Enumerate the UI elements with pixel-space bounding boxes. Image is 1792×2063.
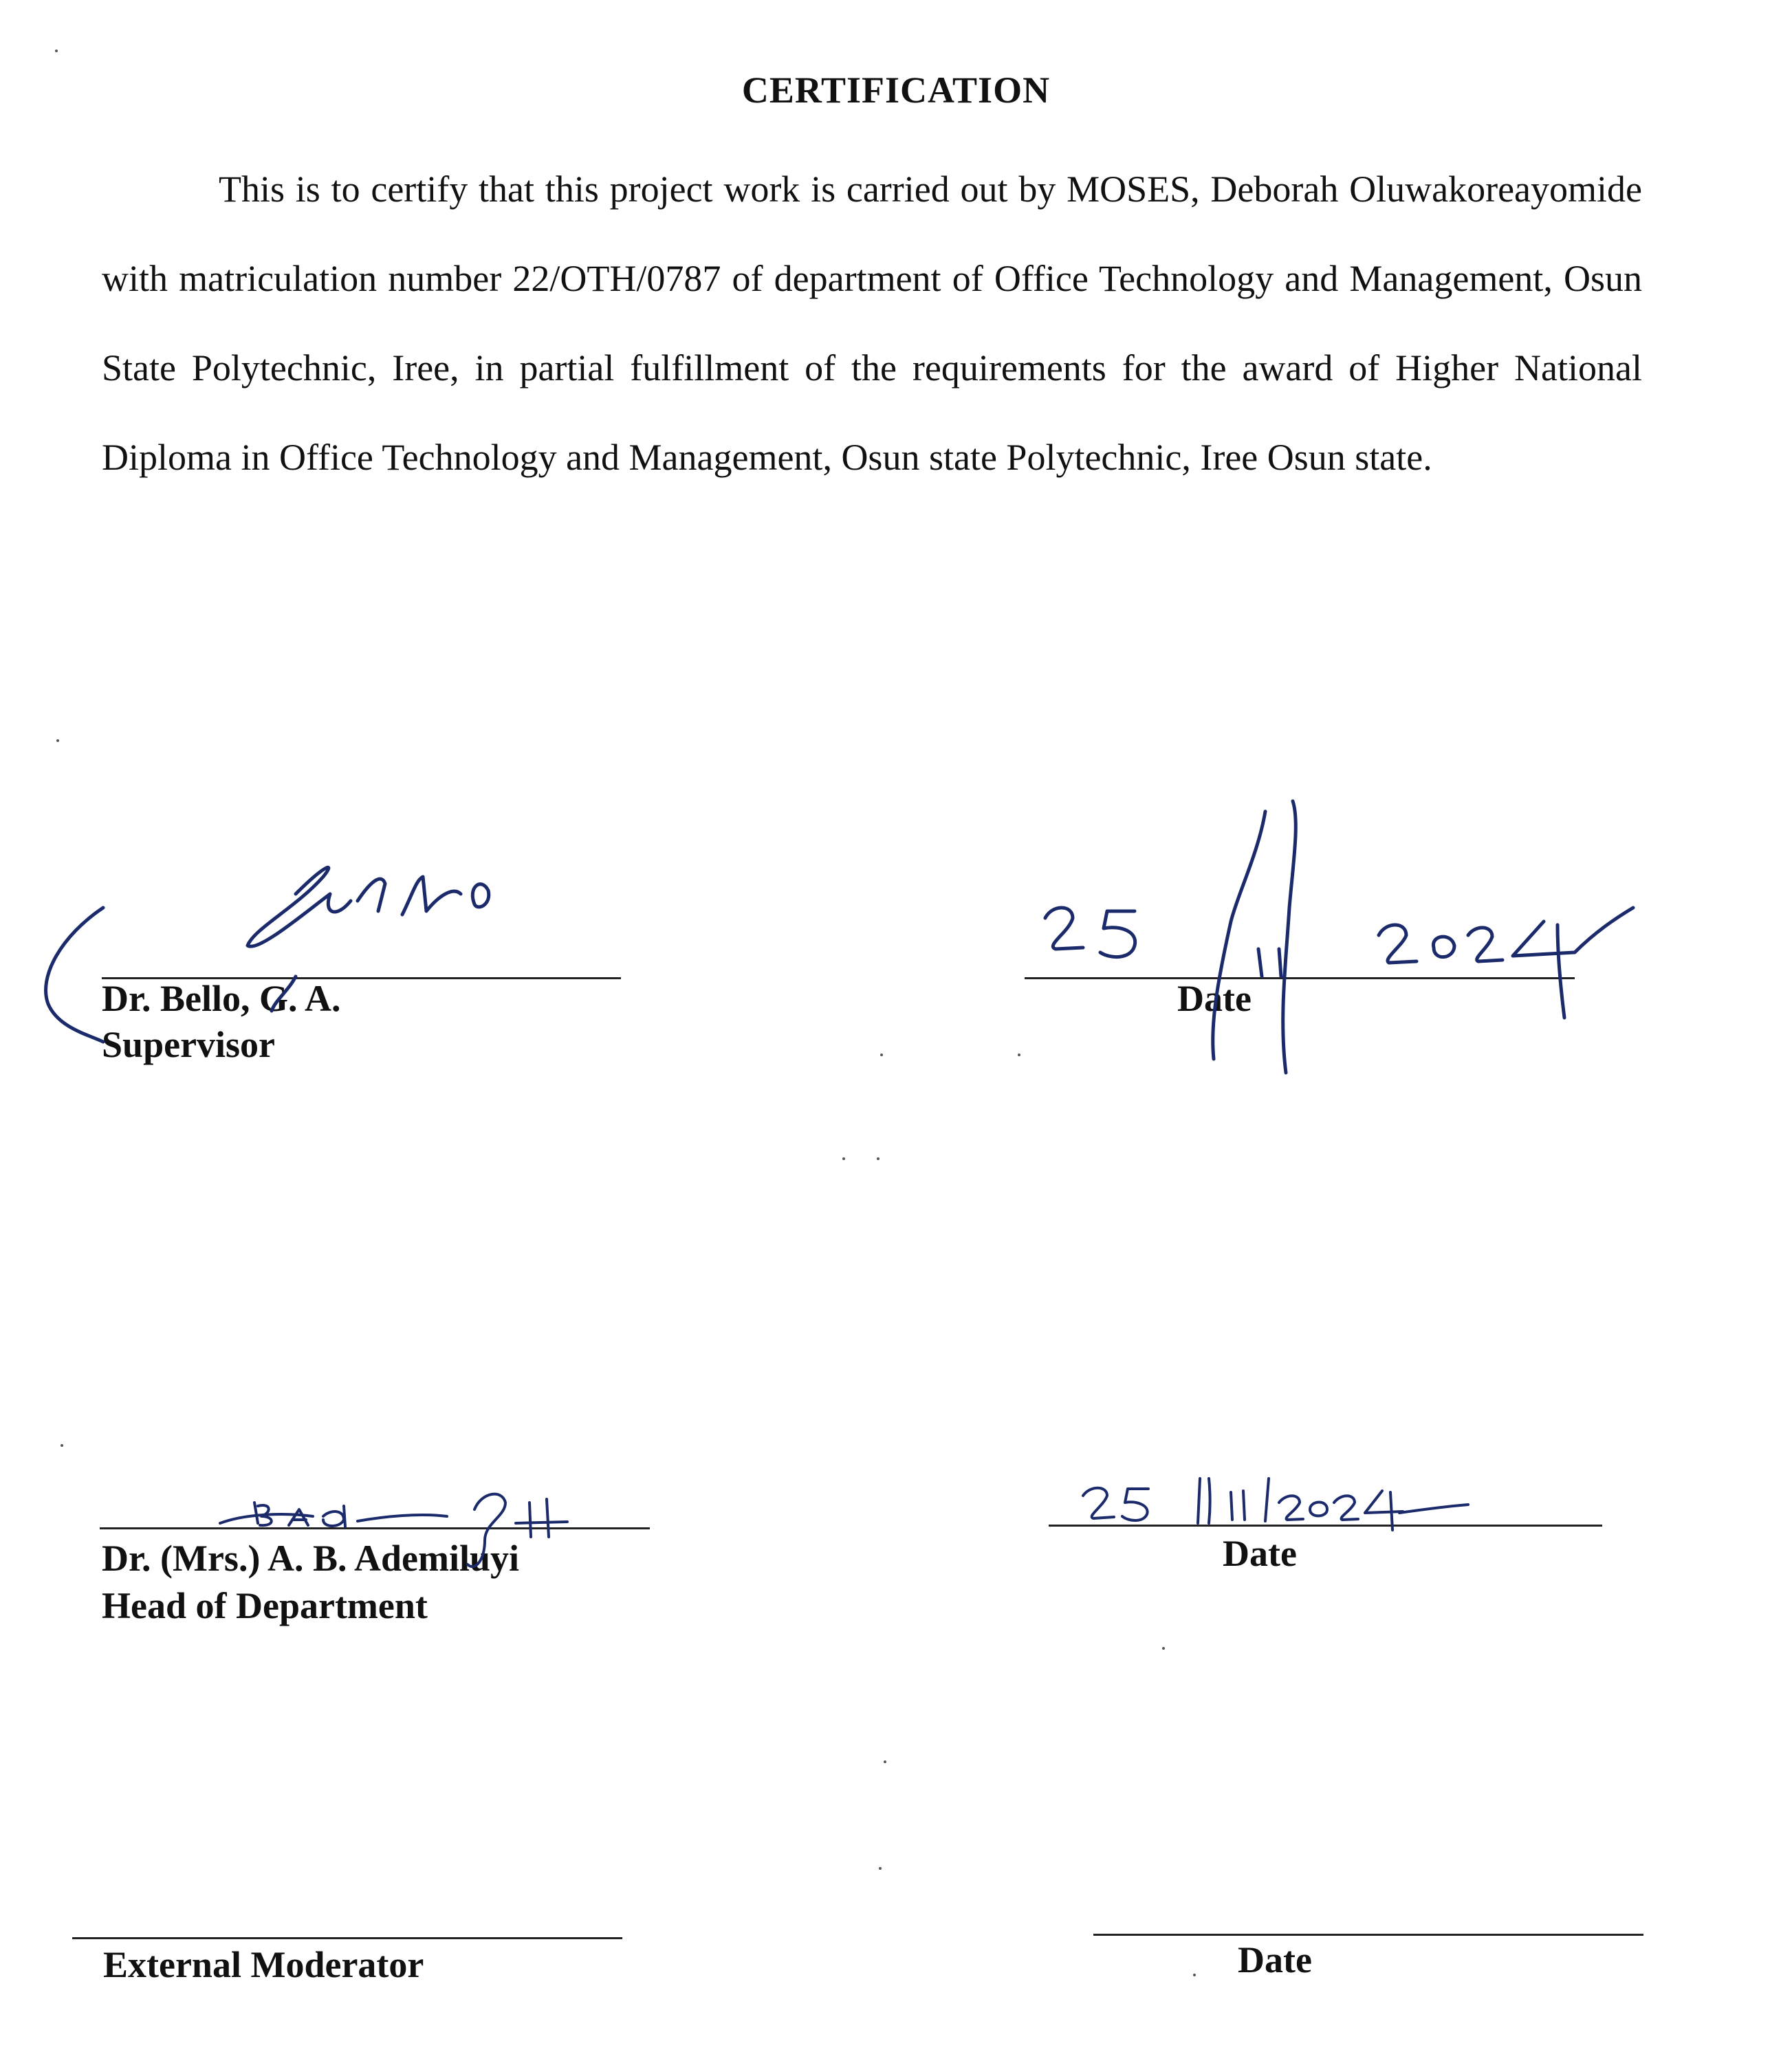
hod-role: Head of Department — [102, 1585, 428, 1626]
hod-signature-line — [100, 1527, 650, 1529]
scan-speck — [884, 1760, 886, 1763]
external-moderator-role: External Moderator — [103, 1944, 424, 1985]
external-date-line — [1093, 1934, 1643, 1936]
scan-speck — [61, 1444, 63, 1447]
certification-paragraph: This is to certify that this project work is carried out by MOSES, Deborah Oluwakoreayomide with matriculation number 22/OTH/0787 of department of Office Technology and Management, Osun State Polytechnic, Iree, in partial fulfillment of the requirements for the award of Higher National Diploma in Office Technology and Management, Osun state Polytechnic, Iree Osun state. — [102, 168, 1642, 478]
scan-speck — [877, 1157, 879, 1160]
scan-speck — [56, 739, 59, 742]
external-moderator-line — [72, 1937, 622, 1939]
scan-speck — [55, 50, 58, 52]
hod-name: Dr. (Mrs.) A. B. Ademiluyi — [102, 1538, 519, 1579]
external-date-label: Date — [1238, 1939, 1312, 1980]
supervisor-role: Supervisor — [102, 1024, 276, 1065]
scan-speck — [1193, 1974, 1196, 1976]
scan-speck — [879, 1867, 882, 1870]
scan-speck — [880, 1054, 883, 1056]
hod-date-line — [1049, 1525, 1602, 1527]
supervisor-date-line — [1025, 977, 1575, 979]
hod-handwritten-date — [1083, 1478, 1468, 1530]
hod-date-label: Date — [1223, 1533, 1297, 1574]
scan-speck — [842, 1157, 845, 1160]
scan-speck — [1162, 1647, 1165, 1650]
supervisor-date-label: Date — [1177, 978, 1252, 1019]
page-title: CERTIFICATION — [741, 69, 1051, 111]
scan-speck — [1018, 1054, 1020, 1056]
supervisor-name: Dr. Bello, G. A. — [102, 978, 341, 1019]
supervisor-handwritten-date — [1045, 801, 1633, 1073]
